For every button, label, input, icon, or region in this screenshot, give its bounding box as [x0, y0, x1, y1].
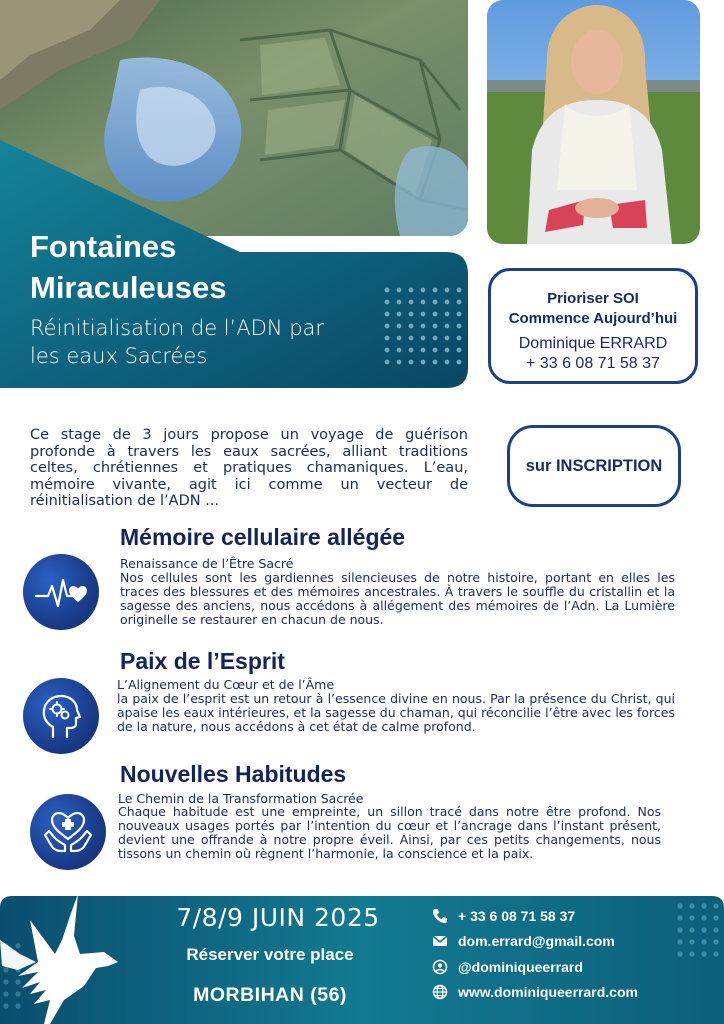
event-date: 7/8/9 JUIN 2025 [176, 903, 380, 932]
section-2-subtitle: L’Alignement du Cœur et de l’Âme [117, 677, 335, 692]
section-1-icon [23, 554, 99, 630]
footer-email[interactable]: dom.errard@gmail.com [458, 933, 615, 949]
contact-tagline-2: Commence Aujourd’hui [508, 310, 678, 327]
decorative-dot-grid [382, 285, 462, 365]
contact-tagline-1: Prioriser SOI [547, 290, 639, 307]
section-3-subtitle: Le Chemin de la Transformation Sacrée [118, 791, 364, 806]
user-at-icon [432, 959, 448, 975]
care-hands-icon [43, 809, 93, 855]
contact-name: Dominique ERRARD [518, 335, 668, 352]
section-3-title: Nouvelles Habitudes [120, 761, 347, 787]
footer-website-row[interactable] [432, 982, 682, 1002]
section-1-subtitle: Renaissance de l’Être Sacré [120, 556, 294, 571]
reserve-call-to-action[interactable]: Réserver votre place [186, 945, 354, 964]
footer-phone[interactable]: + 33 6 08 71 58 37 [458, 908, 576, 924]
page-title: Fontaines Miraculeuses [30, 229, 227, 305]
section-2-text: la paix de l’esprit est un retour à l’essence divine en nous. Par la présence du Christ, qui apaise les eaux intérieures, et la sagesse du chaman, qui réconcilie l’être avec les forces de la nature, nous accédons à cet état de calme profond. [117, 691, 675, 734]
globe-icon [432, 984, 448, 1000]
section-3-text: Chaque habitude est une empreinte, un sillon tracé dans notre être profond. Nos nouveaux usages portés par l’intention du cœur et l’ancrage dans l’instant présent, devient une offrande à notre propre éveil. Ainsi, par ces petits changements, nous tissons un chemin où règnent l’harmonie, la conscience et la paix. [118, 804, 661, 861]
phone-icon [432, 908, 448, 924]
section-2-title: Paix de l’Esprit [120, 648, 285, 674]
contact-phone[interactable]: + 33 6 08 71 58 37 [526, 355, 660, 372]
footer-instagram[interactable]: @dominiqueerrard [458, 959, 583, 975]
portrait-photo [487, 0, 700, 244]
section-1-text: Nos cellules sont les gardiennes silencieuses de notre histoire, portant en elles les traces des blessures et des mémoires ancestrales. À travers le souffle du cristallin et la sagesse des anciens, nous accédons à allégement des mémoires de l’Adn. La Lumière originelle se restaurer en chacun de nous. [120, 570, 675, 627]
mind-head-icon [39, 693, 83, 739]
page-subtitle: Réinitialisation de l’ADN par les eaux Sacrées [30, 316, 325, 368]
event-location: MORBIHAN (56) [193, 984, 347, 1006]
heartbeat-icon [34, 572, 88, 612]
footer-instagram-row[interactable] [432, 957, 682, 977]
section-3-icon [30, 794, 106, 870]
email-icon [432, 933, 448, 949]
intro-paragraph: Ce stage de 3 jours propose un voyage de guérison profonde à travers les eaux sacrées, alliant traditions celtes, chrétiennes et pratiques chamaniques. L’eau, mémoire vivante, agit ici comme un vecteur de réinitialisation de l’ADN ... [30, 427, 468, 509]
section-2-icon [23, 678, 99, 754]
section-1-title: Mémoire cellulaire allégée [120, 524, 406, 550]
inscription-button[interactable]: sur INSCRIPTION [507, 425, 681, 507]
contact-box [488, 268, 698, 384]
footer-phone-row[interactable] [432, 906, 682, 926]
footer-email-row[interactable] [432, 931, 682, 951]
footer-website[interactable]: www.dominiqueerrard.com [458, 984, 638, 1000]
